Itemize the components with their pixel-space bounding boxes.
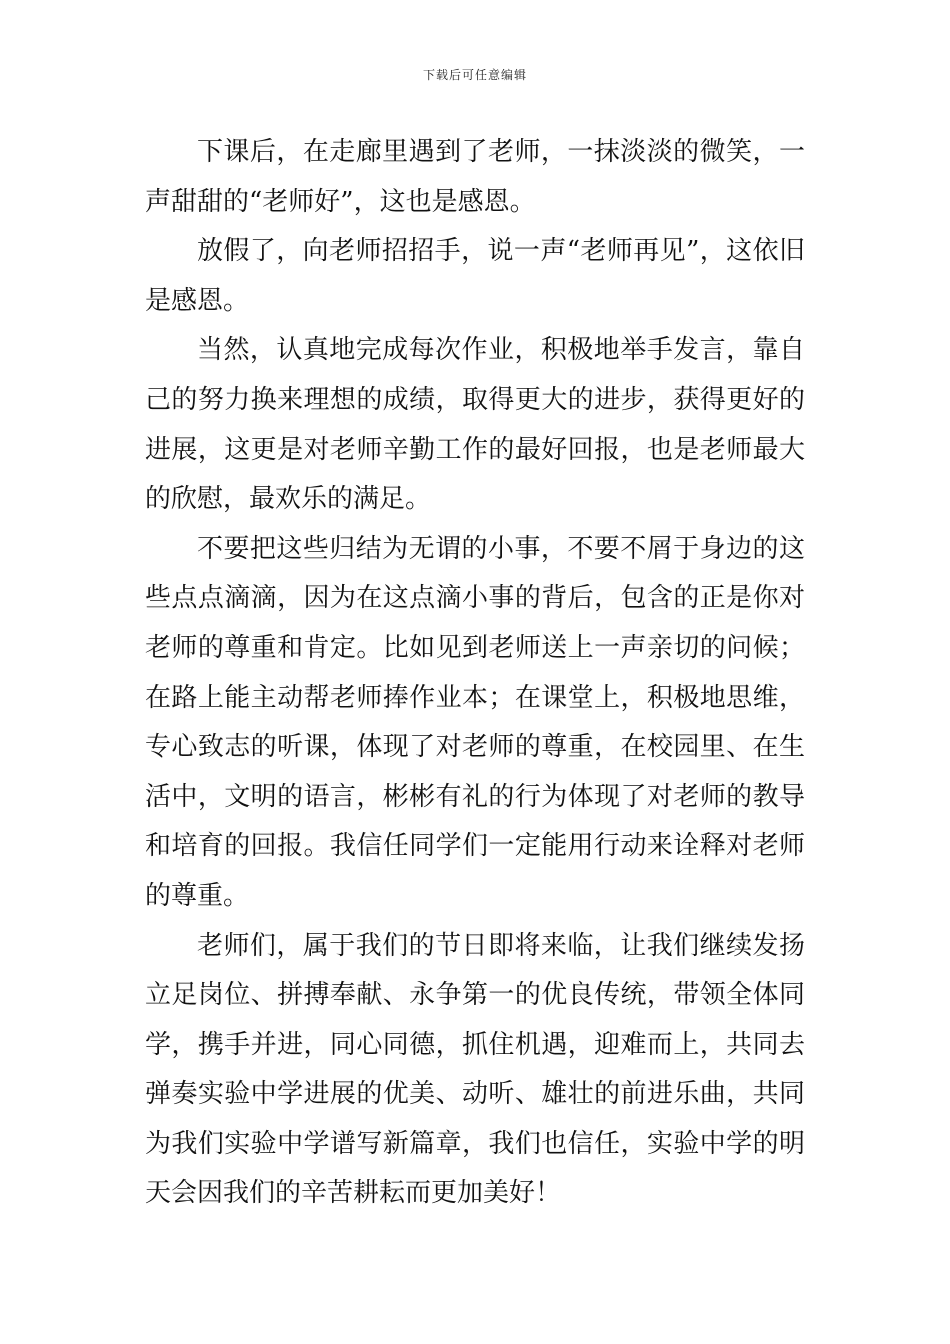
paragraph-3: 当然，认真地完成每次作业，积极地举手发言，靠自己的努力换来理想的成绩，取得更大的进步，获得更好的进展，这更是对老师辛勤工作的最好回报，也是老师最大的欣慰，最欢乐的满足。 xyxy=(145,335,805,515)
paragraph-5: 老师们，属于我们的节日即将来临，让我们继续发扬立足岗位、拼搏奉献、永争第一的优良传统，带领全体同学，携手并进，同心同德，抓住机遇，迎难而上，共同去弹奏实验中学进展的优美、动听、雄壮的前进乐曲，共同为我们实验中学谱写新篇章，我们也信任，实验中学的明天会因我们的辛苦耕耘而更加美好！ xyxy=(145,930,805,1209)
page-header-note: 下载后可任意编辑 xyxy=(422,68,527,82)
paragraph-2: 放假了，向老师招招手，说一声“老师再见”，这依旧是感恩。 xyxy=(145,236,805,316)
document-body xyxy=(145,128,805,1219)
paragraph-4: 不要把这些归结为无谓的小事，不要不屑于身边的这些点点滴滴，因为在这点滴小事的背后，包含的正是你对老师的尊重和肯定。比如见到老师送上一声亲切的问候；在路上能主动帮老师捧作业本；在课堂上，积极地思维，专心致志的听课，体现了对老师的尊重，在校园里、在生活中，文明的语言，彬彬有礼的行为体现了对老师的教导和培育的回报。我信任同学们一定能用行动来诠释对老师的尊重。 xyxy=(145,533,805,911)
paragraph-1: 下课后，在走廊里遇到了老师，一抹淡淡的微笑，一声甜甜的“老师好”，这也是感恩。 xyxy=(145,137,805,217)
